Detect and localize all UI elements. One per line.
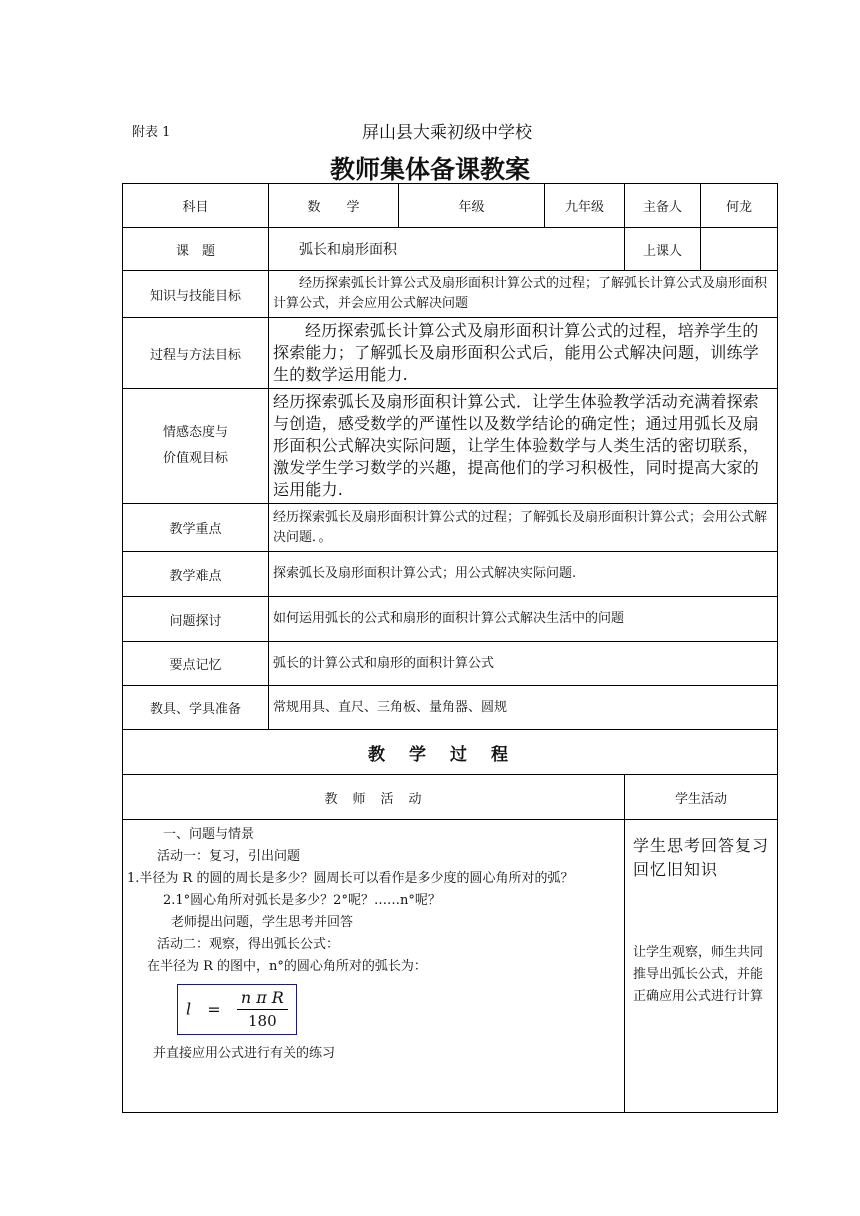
- goal-label-line-1: 情感态度与: [162, 425, 228, 440]
- grade-label: 年级: [399, 184, 545, 228]
- formula-equals: =: [207, 999, 221, 1019]
- goal-text: 弧长的计算公式和扇形的面积计算公式: [269, 642, 778, 686]
- process-line: 活动一：复习，引出问题: [157, 849, 301, 864]
- process-header-row: [123, 775, 778, 820]
- preparer-value: 何龙: [701, 184, 778, 228]
- goal-text: 经历探索弧长计算公式及扇形面积计算公式的过程；了解弧长计算公式及扇形面积计算公式，并会应用公式解决问题: [269, 271, 778, 318]
- goal-label: [123, 389, 269, 504]
- teacher-label: 上课人: [625, 228, 701, 271]
- process-line: 一、问题与情景: [163, 827, 255, 842]
- process-section-title: 教学过程: [123, 730, 778, 775]
- goal-row-difficulty: [123, 552, 778, 597]
- process-line: 2.1°圆心角所对弧长是多少？2°呢？……n°呢？: [163, 893, 441, 908]
- goal-text: 常规用具、直尺、三角板、量角器、圆规: [269, 686, 778, 730]
- document-title: 教师集体备课教案: [329, 155, 530, 184]
- goal-row-memory: [123, 642, 778, 686]
- subject-label: 科目: [123, 184, 269, 228]
- lesson-plan-table: [122, 183, 778, 1113]
- formula-numerator: n π R: [237, 987, 288, 1010]
- goal-row-knowledge: [123, 271, 778, 318]
- info-row-1: [123, 184, 778, 228]
- subject-value: 数 学: [269, 184, 399, 228]
- student-note: 让学生观察，师生共同推导出弧长公式，并能正确应用公式进行计算: [633, 945, 764, 1004]
- annex-label: 附表 1: [132, 125, 171, 140]
- goal-text: 经历探索弧长及扇形面积计算公式的过程；了解弧长及扇形面积计算公式；会用公式解决问题．。: [269, 504, 778, 552]
- goal-label: 教具、学具准备: [123, 686, 269, 730]
- goal-label: 教学难点: [123, 552, 269, 597]
- preparer-label: 主备人: [625, 184, 701, 228]
- goal-label: 问题探讨: [123, 597, 269, 642]
- goal-text: 经历探索弧长及扇形面积计算公式．让学生体验教学活动充满着探索与创造，感受数学的严谨性以及数学结论的确定性；通过用弧长及扇形面积公式解决实际问题，让学生体验数学与人类生活的密切联系，激发学生学习数学的兴趣，提高他们的学习积极性，同时提高大家的运用能力.: [269, 389, 778, 504]
- process-line: 活动二：观察，得出弧长公式：: [157, 937, 340, 952]
- student-activity-content: [625, 820, 778, 1113]
- goal-row-attitude: [123, 389, 778, 504]
- goal-text: 如何运用弧长的公式和扇形的面积计算公式解决生活中的问题: [269, 597, 778, 642]
- teacher-value: [701, 228, 778, 271]
- student-activity-header: 学生活动: [625, 775, 778, 820]
- info-row-2: [123, 228, 778, 271]
- goal-label: 知识与技能目标: [123, 271, 269, 318]
- school-name: 屏山县大乘初级中学校: [362, 123, 532, 143]
- arc-length-formula: [177, 984, 297, 1035]
- goal-label-line-2: 价值观目标: [162, 451, 228, 466]
- student-note: 学生思考回答复习回忆旧知识: [633, 836, 770, 879]
- formula-lhs: l: [186, 999, 192, 1019]
- teacher-activity-content: [123, 820, 625, 1113]
- goal-label: 教学重点: [123, 504, 269, 552]
- goal-label: 要点记忆: [123, 642, 269, 686]
- goal-label: 过程与方法目标: [123, 318, 269, 389]
- goal-row-problem: [123, 597, 778, 642]
- teacher-activity-header: 教 师 活 动: [123, 775, 625, 820]
- goal-row-process: [123, 318, 778, 389]
- formula-denominator: 180: [248, 1012, 277, 1030]
- goal-text: 经历探索弧长计算公式及扇形面积计算公式的过程，培养学生的探索能力；了解弧长及扇形面积公式后，能用公式解决问题，训练学生的数学运用能力.: [269, 318, 778, 389]
- process-line: 在半径为 R 的图中，n°的圆心角所对的弧长为：: [147, 959, 427, 974]
- process-line: 老师提出问题，学生思考并回答: [171, 915, 354, 930]
- process-section-row: [123, 730, 778, 775]
- process-line: 1.半径为 R 的圆的周长是多少？圆周长可以看作是多少度的圆心角所对的弧？: [127, 871, 574, 886]
- goal-text: 探索弧长及扇形面积计算公式；用公式解决实际问题.: [269, 552, 778, 597]
- topic-value: 弧长和扇形面积: [269, 228, 625, 271]
- goal-row-tools: [123, 686, 778, 730]
- process-line: 并直接应用公式进行有关的练习: [153, 1046, 336, 1061]
- topic-label: 课 题: [123, 228, 269, 271]
- formula-fraction: [237, 987, 288, 1032]
- goal-row-key-point: [123, 504, 778, 552]
- process-content-row: [123, 820, 778, 1113]
- grade-value: 九年级: [545, 184, 625, 228]
